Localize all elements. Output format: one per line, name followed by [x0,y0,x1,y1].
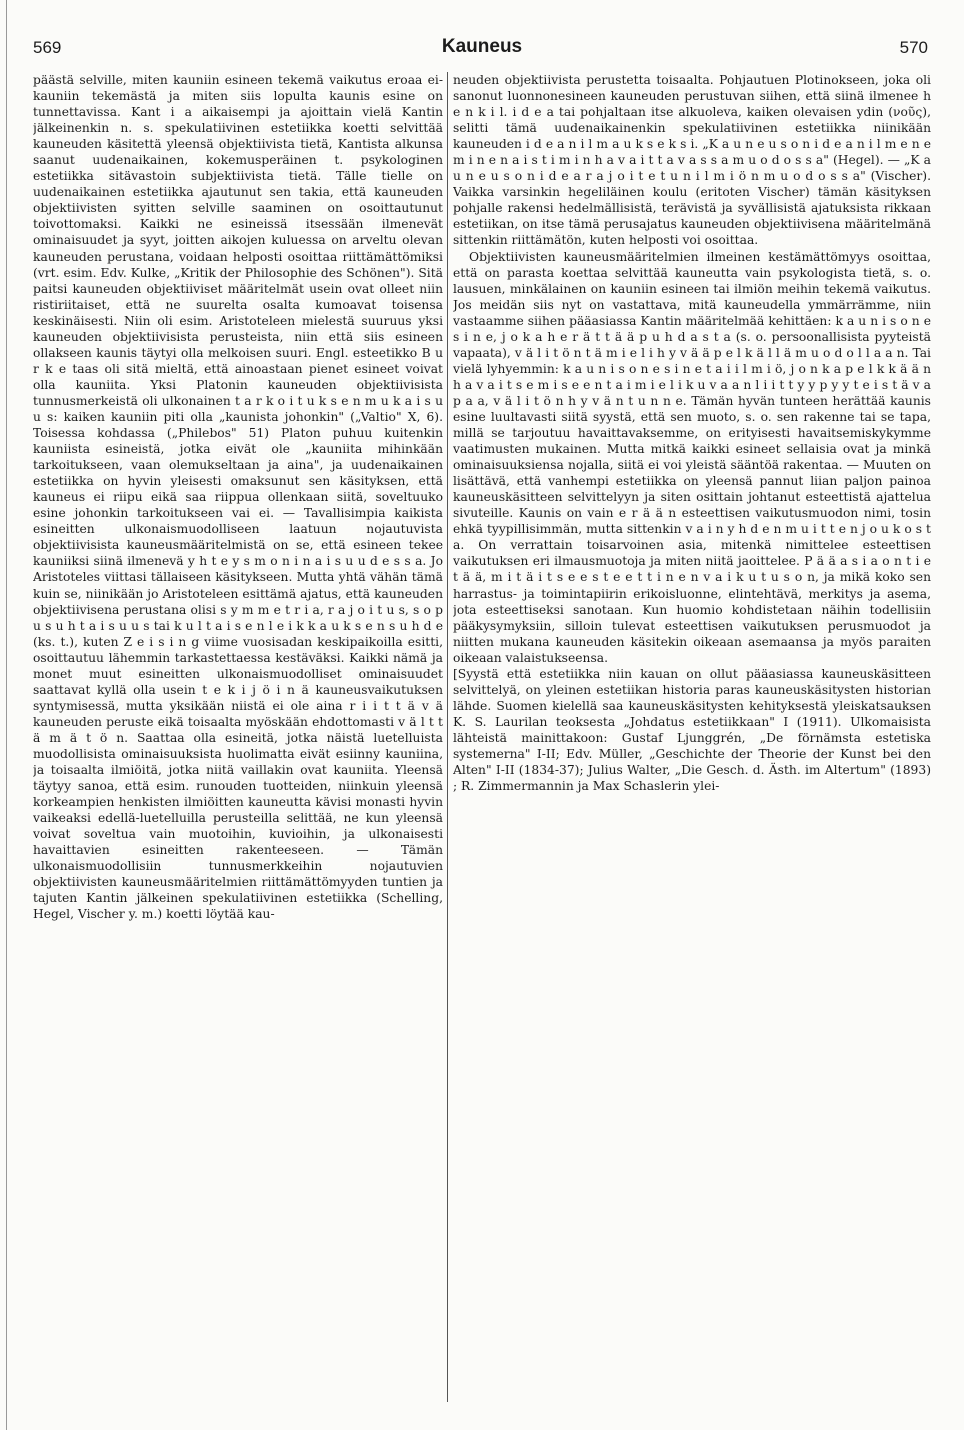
right-column [453,72,931,1402]
binding-edge-line [6,0,7,1430]
column-divider [447,72,448,1402]
right-paragraph-2: Objektiivisten kauneusmääritelmien ilmeinen kestämättömyys osoittaa, että on parasta koettaa selvittää kauneutta vain psykologista tietä, s. o. lausuen, minkälainen on kauniin esineen tai ilmiön meihin tekemä vaikutus. Jos meidän siis nyt on vastattava, mitä kauneudella ymmärrämme, niin vastaamme siihen pääasiassa Kantin määritelmää kehittäen: k a u n i s o n e s i n e, j o k a h e r ä t t ä ä p u h d a s t a (s. o. persoonallisista pyyteistä vapaata), v ä l i t ö n t ä m i e l i h y v ä ä p e l k ä l l ä m u o d o l l a a n. Tai vielä lyhyemmin: k a u n i s o n e s i n e t a i i l m i ö, j o n k a p e l k k ä ä n h a v a i t s e m i s e e n t a i m i e l i k u v a a n l i i t t y y p y y t e i s t ä v a p a a, v ä l i t ö n h y v ä n t u n n e. Tämän hyvän tunteen herättää kaunis esine luultavasti siitä syystä, että sen muoto, s. o. sen rakenne tai se tapa, millä se tarjoutuu havaittavaksemme, on erityisesti havaitsemiskykymme vaatimusten mukainen. Mutta mitkä kaikki esineet sellaisia ovat ja minkä ominaisuuksiensa nojalla, siitä ei voi yleistä sääntöä rakentaa. — Muuten on lisättävä, että vanhempi estetiikka on yleensä pannut liian paljon painoa kauneuskäsitteen selvittelyyn ja siten osittain johtanut esteettistä ajattelua sivuteille. Kaunis on vain e r ä ä n esteettisen vaikutusmuodon nimi, tosin ehkä tyypillisimmän, mutta sittenkin v a i n y h d e n m u i t t e n j o u k o s t a. On verrattain toisarvoinen asia, mitenkä nimittelee esteettisen vaikutuksen eri ilmausmuotoja ja miten niitä jaoittelee. P ä ä a s i a o n t i e t ä ä, m i t ä i t s e e s t e e t t i n e n v a i k u t u s o n, ja mikä koko sen harrastus- ja toimintapiirin erikoisluonne, elintehtävä, merkitys ja asema, jota esteettiseksi sanotaan. Kun huomio kohdistetaan näihin todellisiin pääkysymyksiin, silloin tulevat esteettisen vaikutuksen perusmuodot ja niitten mukana kauneuden käsitekin oikeaan asemaansa ja myös paraiten oikeaan valaistukseensa. [453,249,931,665]
right-paragraph-1: neuden objektiivista perustetta toisaalta. Pohjautuen Plotinokseen, joka oli sanonut luonnonesineen kauneuden perustuvan siihen, että siinä ilmenee h e n k i l. i d e a tai pohjaltaan itse alkuoleva, kaiken olevaisen ydin (νοῦς), selitti tämä uudenaikainenkin spekulatiivinen estetiikka niinikään kauneuden i d e a n i l m a u k s e k s i. „K a u n e u s o n i d e a n i l m e n e m i n e n a i s t i m i n h a v a i t t a v a s s a m u o d o s s a" (Hegel). — „K a u n e u s o n i d e a r a j o i t e t u n i l m i ö n m u o d o s s a" (Vischer). Vaikka varsinkin hegeliläinen koulu (eritoten Vischer) tämän käsityksen pohjalle rakensi hedelmällisistä, terävistä ja syvällisistä ajatuksista rikkaan estetiikan, on itse tämä perusajatus kauneuden objektiivisena määritelmänä sittenkin riittämätön, kuten helposti voi osoittaa. [453,73,931,248]
page-number-left: 569 [33,38,62,57]
left-column-text: päästä selville, miten kauniin esineen tekemä vaikutus eroaa ei-kauniin tekemästä ja miten siis lopulta kaunis esine on tunnettavissa. Kant i a aikaisempi ja ajoittain vielä Kantin jälkeinenkin n. s. spekulatiivinen estetiikka koetti selvittää kauneuden käsitettä yleensä objektiivista tietä, Kantista alkunsa saanut uudenaikainen, kokemusperäinen t. psykologinen estetiikka sitävastoin subjektiivista tietä. Tälle tielle on uudenaikainen estetiikka ajautunut sen takia, että kauneuden objektiivisten syitten selville saaminen on osoittautunut toivottomaksi. Kaikki ne esineissä itsessään ilmenevät ominaisuudet ja syyt, joitten aikojen kuluessa on arveltu olevan kauneuden perustana, voidaan helposti osoittaa riittämättömiksi (vrt. esim. Edv. Kulke, „Kritik der Philosophie des Schönen"). Sitä paitsi kauneuden objektiiviset määritelmät usein ovat olleet niin ristiriitaiset, että ne suurelta osalta kumoavat toisensa keskinäisesti. Niin oli esim. Aristoteleen mielestä suuruus yksi kauneuden objektiivisista perusteista, niin että siis esineen ollakseen kaunis täytyi olla melkoisen suuri. Engl. esteetikko B u r k e taas oli sitä mieltä, että ainoastaan pienet esineet voivat olla kauniita. Yksi Platonin kauneuden objektiivisista tunnusmerkeistä oli ulkonainen t a r k o i t u k s e n m u k a i s u u s: kaiken kauniin piti olla „kaunista johonkin" („Valtio" X, 6). Toisessa kohdassa („Philebos" 51) Platon puhuu kuitenkin kauniista esineistä, jotka eivät ole „kauniita mihinkään tarkoitukseen, vaan olemukseltaan ja aina", ja uudenaikainen estetiikka on hyvin yleisesti omaksunut sen käsityksen, että kauneus ei riipu eikä saa riippua ollenkaan siitä, soveltuuko esine johonkin tarkoitukseen vai ei. — Tavallisimpia kaikista esineitten ulkonaismuodolliseen laatuun nojautuvista objektiivisista kauneusmääritelmistä on se, että esineen tekee kauniiksi siinä ilmenevä y h t e y s m o n i n a i s u u d e s s a. Jo Aristoteles viittasi tällaiseen käsitykseen. Mutta yhtä vähän tämä kuin se, niinikään jo Aristoteleen esittämä ajatus, että kauneuden objektiivisena perustana olisi s y m m e t r i a, r a j o i t u s, s o p u s u h t a i s u u s tai k u l t a i s e n l e i k k a u k s e n s u h d e (ks. t.), kuten Z e i s i n g viime vuosisadan keskipaikoilla esitti, osoittautuu lähemmin tarkastettaessa kestäväksi. Kaikki nämä ja monet muut esineitten ulkonaismuodolliset ominaisuudet saattavat kyllä olla usein t e k i j ö i n ä kauneusvaikutuksen syntymisessä, mutta yksikään niistä ei ole aina r i i t t ä v ä kauneuden peruste eikä toisaalta myöskään ehdottomasti v ä l t t ä m ä t ö n. Saattaa olla esineitä, jotka näistä luetelluista muodollisista ominaisuuksista huolimatta eivät esiinny kauniina, ja toisaalta ilmiöitä, jotka niitä vaillakin ovat kauniita. Yleensä täytyy sanoa, että esim. runouden tuotteiden, niinkuin yleensä korkeampien henkisten ilmiöitten kauneutta kävisi monasti hyvin vaikeaksi edellä-luetelluilla perusteilla selittää, ne kun yleensä voivat soveltua vain muotoihin, kuvioihin, ja ulkonaisesti havaittavien esineitten rakenteeseen. — Tämän ulkonaismuodollisiin tunnusmerkkeihin nojautuvien objektiivisten kauneusmääritelmien riittämättömyyden tuntien ja tajuten Kantin jälkeinen spekulatiivinen estetiikka (Schelling, Hegel, Vischer y. m.) koetti löytää kau- [33,73,443,922]
page-header [0,38,964,64]
page-title: Kauneus [441,36,523,57]
page-number-right: 570 [899,38,928,57]
right-paragraph-3: [Syystä että estetiikka niin kauan on ollut pääasiassa kauneuskäsitteen selvittelyä, on yleinen estetiikan historia paras kauneuskäsitysten historian lähde. Suomen kielellä saa kauneuskäsitysten kehityksestä yleiskatsauksen K. S. Laurilan teoksesta „Johdatus estetiikkaan" I (1911). Ulkomaisista lähteistä mainittakoon: Gustaf Ljunggrén, „De förnämsta estetiska systemerna" I-II; Edv. Müller, „Geschichte der Theorie der Kunst bei den Alten" I-II (1834-37); Julius Walter, „Die Gesch. d. Ästh. im Altertum" (1893) ; R. Zimmermannin ja Max Schaslerin ylei- [453,666,931,794]
left-column [33,72,443,1402]
